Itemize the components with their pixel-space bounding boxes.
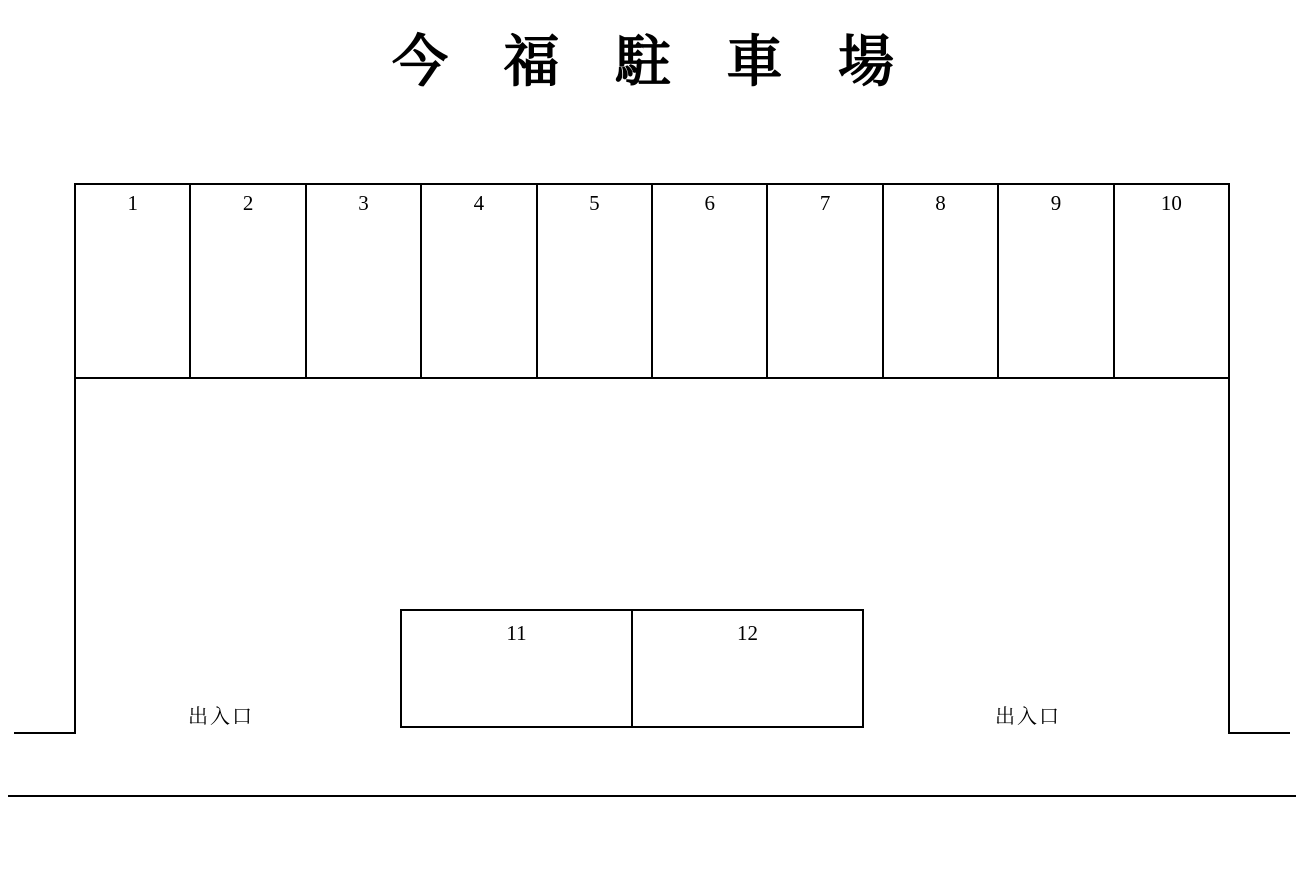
stall-number: 7	[819, 191, 831, 215]
stall-number: 10	[1160, 191, 1182, 215]
entrance-label-right: 出入口	[995, 704, 1061, 728]
parking-stall[interactable]	[1115, 185, 1228, 377]
stall-number: 6	[704, 191, 715, 215]
top-stall-row	[74, 183, 1230, 379]
lot-boundary-left	[74, 379, 76, 734]
bottom-stall-row	[400, 609, 864, 728]
entrance-label-left: 出入口	[188, 704, 254, 728]
stall-number: 3	[358, 191, 369, 215]
parking-stall[interactable]	[653, 185, 768, 377]
parking-stall[interactable]	[191, 185, 306, 377]
parking-stall[interactable]	[538, 185, 653, 377]
page-title: 今 福 駐 車 場	[392, 30, 912, 95]
parking-stall[interactable]	[307, 185, 422, 377]
stall-number: 11	[506, 621, 527, 645]
stall-number: 2	[242, 191, 254, 215]
stall-number: 9	[1050, 191, 1062, 215]
parking-stall[interactable]	[633, 611, 862, 726]
lot-boundary-right	[1228, 379, 1230, 734]
parking-stall[interactable]	[999, 185, 1114, 377]
parking-stall[interactable]	[402, 611, 633, 726]
parking-stall[interactable]	[422, 185, 537, 377]
stall-number: 8	[935, 191, 946, 215]
road-line	[8, 795, 1296, 797]
stall-number: 1	[127, 191, 138, 215]
parking-stall[interactable]	[884, 185, 999, 377]
parking-stall[interactable]	[76, 185, 191, 377]
stall-number: 5	[589, 191, 600, 215]
lot-boundary-right-foot	[1228, 732, 1290, 734]
parking-stall[interactable]	[768, 185, 883, 377]
lot-boundary-left-foot	[14, 732, 76, 734]
stall-number: 4	[473, 191, 485, 215]
stall-number: 12	[737, 621, 758, 645]
